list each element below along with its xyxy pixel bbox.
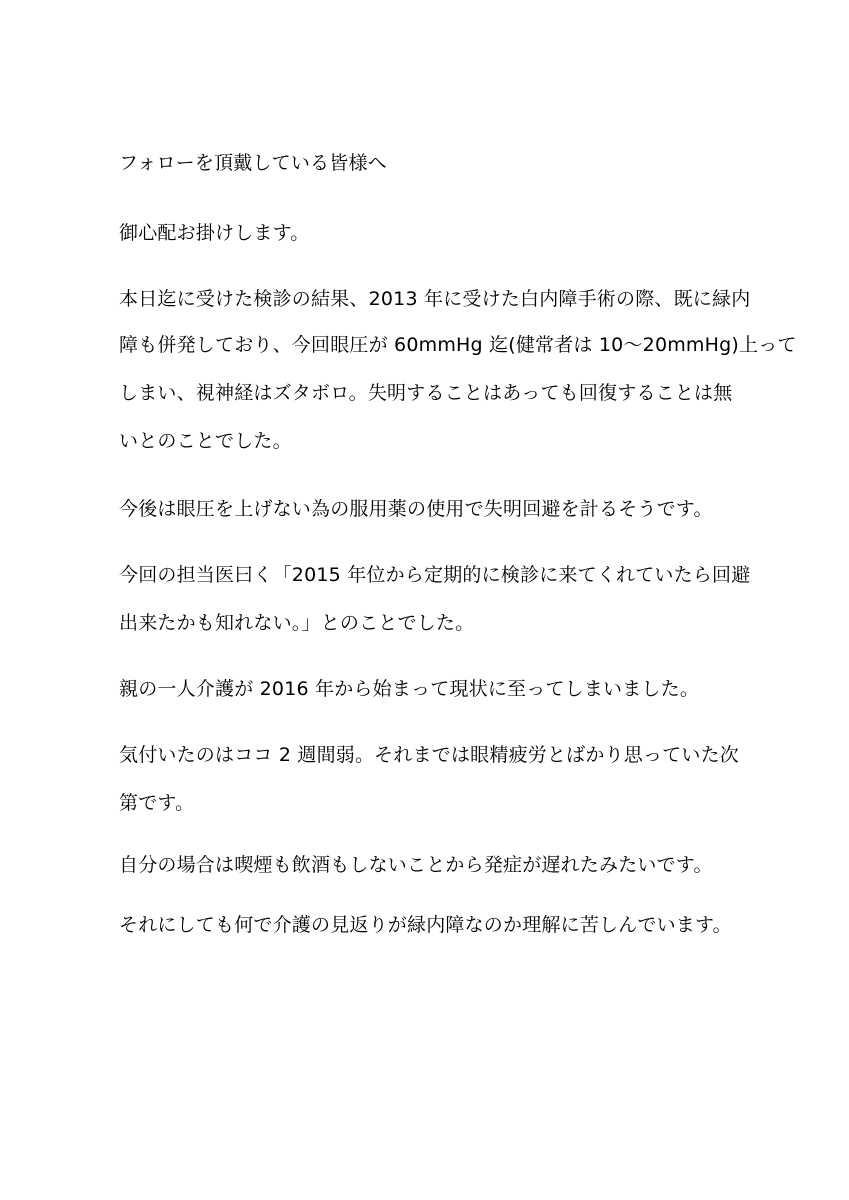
apology-line: 御心配お掛けします。 (119, 222, 310, 244)
paragraph-line: 障も併発しており、今回眼圧が 60mmHg 迄(健常者は 10～20mmHg)上って (119, 334, 797, 356)
own-case-line: 自分の場合は喫煙も飲酒もしないことから発症が遅れたみたいです。 (119, 854, 713, 876)
paragraph-line: 出来たかも知れない。」とのことでした。 (119, 612, 475, 634)
future-plan-line: 今後は眼圧を上げない為の服用薬の使用で失明回避を計るそうです。 (119, 498, 713, 520)
greeting-line: フォローを頂戴している皆様へ (119, 152, 387, 174)
paragraph-line: しまい、視神経はズタボロ。失明することはあっても回復することは無 (119, 382, 733, 404)
caregiving-line: 親の一人介護が 2016 年から始まって現状に至ってしまいました。 (119, 678, 700, 700)
paragraph-line: いとのことでした。 (119, 430, 292, 452)
paragraph-line: 第です。 (119, 792, 195, 814)
closing-line: それにしても何で介護の見返りが緑内障なのか理解に苦しんでいます。 (119, 914, 732, 936)
paragraph-line: 本日迄に受けた検診の結果、2013 年に受けた白内障手術の際、既に緑内 (119, 288, 751, 310)
paragraph-line: 気付いたのはココ 2 週間弱。それまでは眼精疲労とばかり思っていた次 (119, 744, 739, 766)
paragraph-line: 今回の担当医曰く「2015 年位から定期的に検診に来てくれていたら回避 (119, 564, 751, 586)
